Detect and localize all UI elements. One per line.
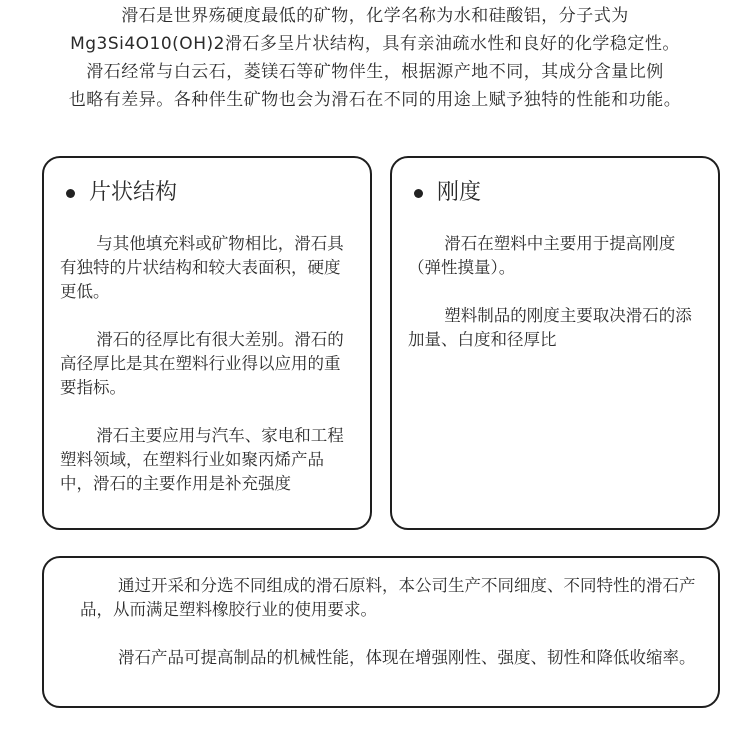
intro-line: Mg3Si4O10(OH)2滑石多呈片状结构，具有亲油疏水性和良好的化学稳定性。 <box>70 34 680 54</box>
bullet-icon <box>414 189 423 198</box>
card-body <box>80 574 698 694</box>
intro-text <box>20 2 730 114</box>
card-stiffness <box>390 156 720 530</box>
card-body <box>408 232 704 376</box>
card-paragraph: 滑石产品可提高制品的机械性能，体现在增强刚性、强度、韧性和降低收缩率。 <box>117 648 696 667</box>
card-company-products <box>42 556 720 708</box>
card-title: 片状结构 <box>89 180 178 205</box>
card-paragraph: 滑石在塑料中主要用于提高刚度（弹性摸量）。 <box>408 234 676 277</box>
card-flake-structure <box>42 156 372 530</box>
intro-line: 滑石是世界殇硬度最低的矿物，化学名称为水和硅酸铝，分子式为 <box>121 6 629 26</box>
card-body <box>60 232 356 520</box>
card-paragraph: 通过开采和分选不同组成的滑石原料，本公司生产不同细度、不同特性的滑石产品，从而满足塑料橡胶行业的使用要求。 <box>80 576 696 619</box>
intro-line: 滑石经常与白云石，菱镁石等矿物伴生，根据源产地不同，其成分含量比例 <box>86 62 664 82</box>
intro-line: 也略有差异。各种伴生矿物也会为滑石在不同的用途上赋予独特的性能和功能。 <box>68 90 682 110</box>
card-heading <box>66 178 177 208</box>
card-title: 刚度 <box>437 180 482 205</box>
card-paragraph: 与其他填充料或矿物相比，滑石具有独特的片状结构和较大表面积，硬度更低。 <box>60 234 344 301</box>
card-heading <box>414 178 481 208</box>
card-paragraph: 塑料制品的刚度主要取决滑石的添加量、白度和径厚比 <box>408 306 692 349</box>
card-paragraph: 滑石主要应用与汽车、家电和工程塑料领域，在塑料行业如聚丙烯产品中，滑石的主要作用是补充强度 <box>60 426 344 493</box>
card-paragraph: 滑石的径厚比有很大差别。滑石的高径厚比是其在塑料行业得以应用的重要指标。 <box>60 330 344 397</box>
bullet-icon <box>66 189 75 198</box>
